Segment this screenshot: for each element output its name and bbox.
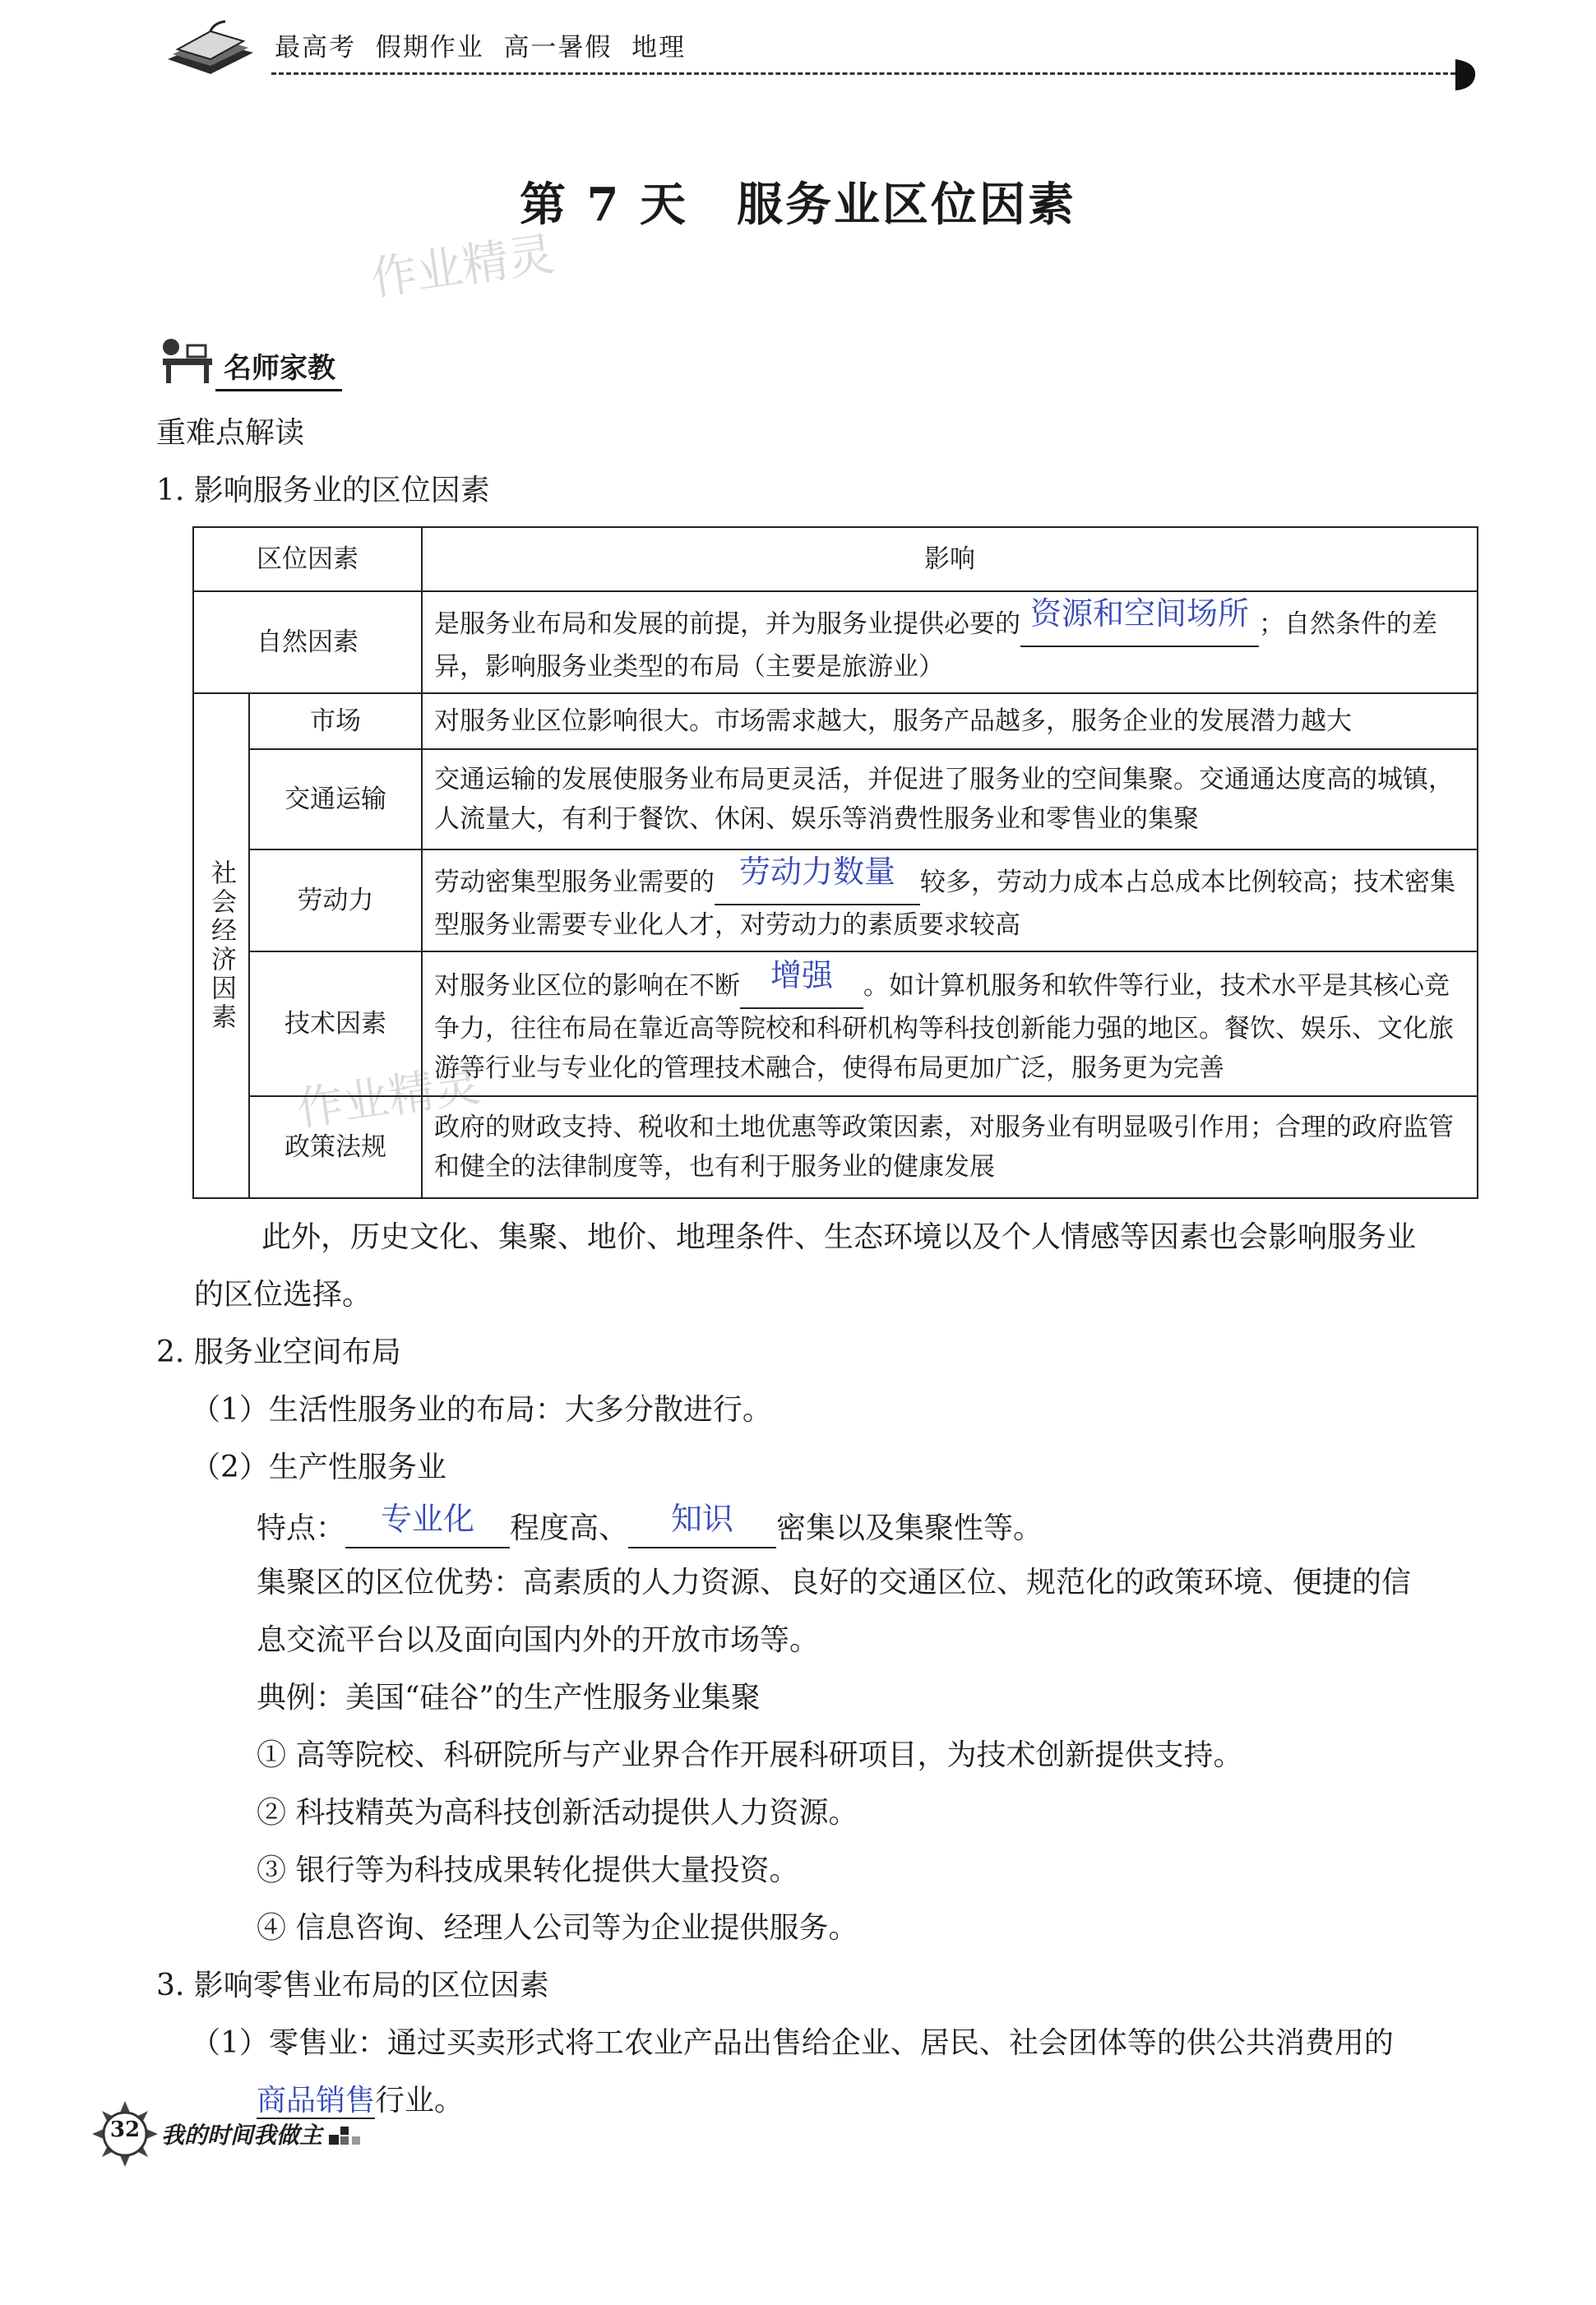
factor-effect: 对服务业区位影响很大。市场需求越大，服务产品越多，服务企业的发展潜力越大 — [422, 693, 1478, 749]
table-row — [193, 849, 1478, 951]
example-title: 典例：美国“硅谷”的生产性服务业集聚 — [257, 1681, 761, 1715]
factor-effect: 是服务业布局和发展的前提，并为服务业提供必要的 资源和空间场所 ；自然条件的差异，影响服务业类型的布局（主要是旅游业） — [422, 591, 1478, 693]
handwritten-answer: 知识 — [671, 1501, 734, 1537]
factor-effect: 交通运输的发展使服务业布局更灵活，并促进了服务业的空间集聚。交通通达度高的城镇，人流量大，有利于餐饮、休闲、娱乐等消费性服务业和零售业的集聚 — [422, 749, 1478, 849]
watermark: 作业精灵 — [368, 227, 558, 307]
answer-blank — [740, 956, 863, 1010]
factor-name: 市场 — [249, 693, 422, 749]
header-series: 最高考 假期作业 高一暑假 地理 — [275, 33, 687, 62]
factor-name: 劳动力 — [249, 849, 422, 951]
answer-blank — [628, 1502, 776, 1548]
footer-slogan: 我的时间我做主 — [161, 2122, 323, 2149]
header-divider — [271, 72, 1455, 75]
factor-group-label: 社会经济因素 — [193, 693, 249, 1198]
list-item: ④ 信息咨询、经理人公司等为企业提供服务。 — [257, 1911, 858, 1945]
factor-name: 政策法规 — [249, 1096, 422, 1198]
answer-blank — [345, 1502, 510, 1548]
paragraph-line: 此外，历史文化、集聚、地价、地理条件、生态环境以及个人情感等因素也会影响服务业 — [261, 1220, 1417, 1254]
handwritten-answer: 劳动力数量 — [738, 853, 895, 890]
answer-blank — [715, 853, 920, 906]
handwritten-answer: 增强 — [770, 956, 833, 993]
table-row — [193, 693, 1478, 749]
feature-line: 特点： 专业化 程度高、 知识 密集以及集聚性等。 — [257, 1502, 1043, 1548]
handwritten-answer: 商品销售 — [257, 2084, 376, 2118]
page-number: 32 — [109, 2118, 141, 2142]
subsection-text: （2）生产性服务业 — [191, 1451, 446, 1484]
handwritten-answer: 资源和空间场所 — [1029, 595, 1249, 632]
teacher-desk-icon — [155, 329, 222, 386]
factor-name: 交通运输 — [249, 749, 422, 849]
factor-effect: 劳动密集型服务业需要的 劳动力数量 较多，劳动力成本占总成本比例较高；技术密集型服务业需要专业化人才，对劳动力的素质要求较高 — [422, 849, 1478, 951]
header-end-mark-icon — [1452, 58, 1478, 92]
book-stack-logo-icon — [161, 16, 260, 82]
section-3-title: 3. 影响零售业布局的区位因素 — [156, 1969, 549, 2002]
table-row — [193, 591, 1478, 693]
section-1-title: 1. 影响服务业的区位因素 — [156, 474, 490, 507]
section-2-title: 2. 服务业空间布局 — [156, 1335, 401, 1369]
list-item: ③ 银行等为科技成果转化提供大量投资。 — [257, 1854, 799, 1887]
table-header-row — [193, 527, 1478, 591]
paragraph-line: 商品销售行业。 — [257, 2084, 465, 2118]
paragraph-line: 息交流平台以及面向国内外的开放市场等。 — [257, 1623, 820, 1657]
answer-blank — [1020, 595, 1259, 648]
subsection-text: （1）生活性服务业的布局：大多分散进行。 — [191, 1393, 772, 1427]
section-heading: 重难点解读 — [156, 416, 305, 450]
table-row — [193, 749, 1478, 849]
factor-effect: 对服务业区位的影响在不断 增强 。如计算机服务和软件等行业，技术水平是其核心竞争力，往往布局在靠近高等院校和科研机构等科技创新能力强的地区。餐饮、娱乐、文化旅游等行业与专业化的管理技术融合，使得布局更加广泛，服务更为完善 — [422, 951, 1478, 1096]
paragraph-line: 集聚区的区位优势：高素质的人力资源、良好的交通区位、规范化的政策环境、便捷的信 — [257, 1566, 1412, 1599]
list-item: ① 高等院校、科研院所与产业界合作开展科研项目，为技术创新提供支持。 — [257, 1738, 1243, 1772]
paragraph-line: （1）零售业：通过买卖形式将工农业产品出售给企业、居民、社会团体等的供公共消费用的 — [191, 2026, 1394, 2060]
location-factors-table — [192, 526, 1478, 1199]
factor-name: 自然因素 — [193, 591, 422, 693]
table-header-effect: 影响 — [422, 527, 1478, 591]
page-title: 第 7 天 服务业区位因素 — [520, 178, 1076, 232]
list-item: ② 科技精英为高科技创新活动提供人力资源。 — [257, 1796, 858, 1830]
watermark: 作业精灵 — [294, 1058, 484, 1137]
footer-decoration-icon — [329, 2123, 386, 2148]
handwritten-answer: 专业化 — [381, 1501, 475, 1537]
table-header-factor: 区位因素 — [193, 527, 422, 591]
section-badge: 名师家教 — [215, 344, 342, 391]
table-row — [193, 1096, 1478, 1198]
factor-name: 技术因素 — [249, 951, 422, 1096]
paragraph-line: 的区位选择。 — [194, 1278, 372, 1312]
factor-effect: 政府的财政支持、税收和土地优惠等政策因素，对服务业有明显吸引作用；合理的政府监管和健全的法律制度等，也有利于服务业的健康发展 — [422, 1096, 1478, 1198]
table-row — [193, 951, 1478, 1096]
